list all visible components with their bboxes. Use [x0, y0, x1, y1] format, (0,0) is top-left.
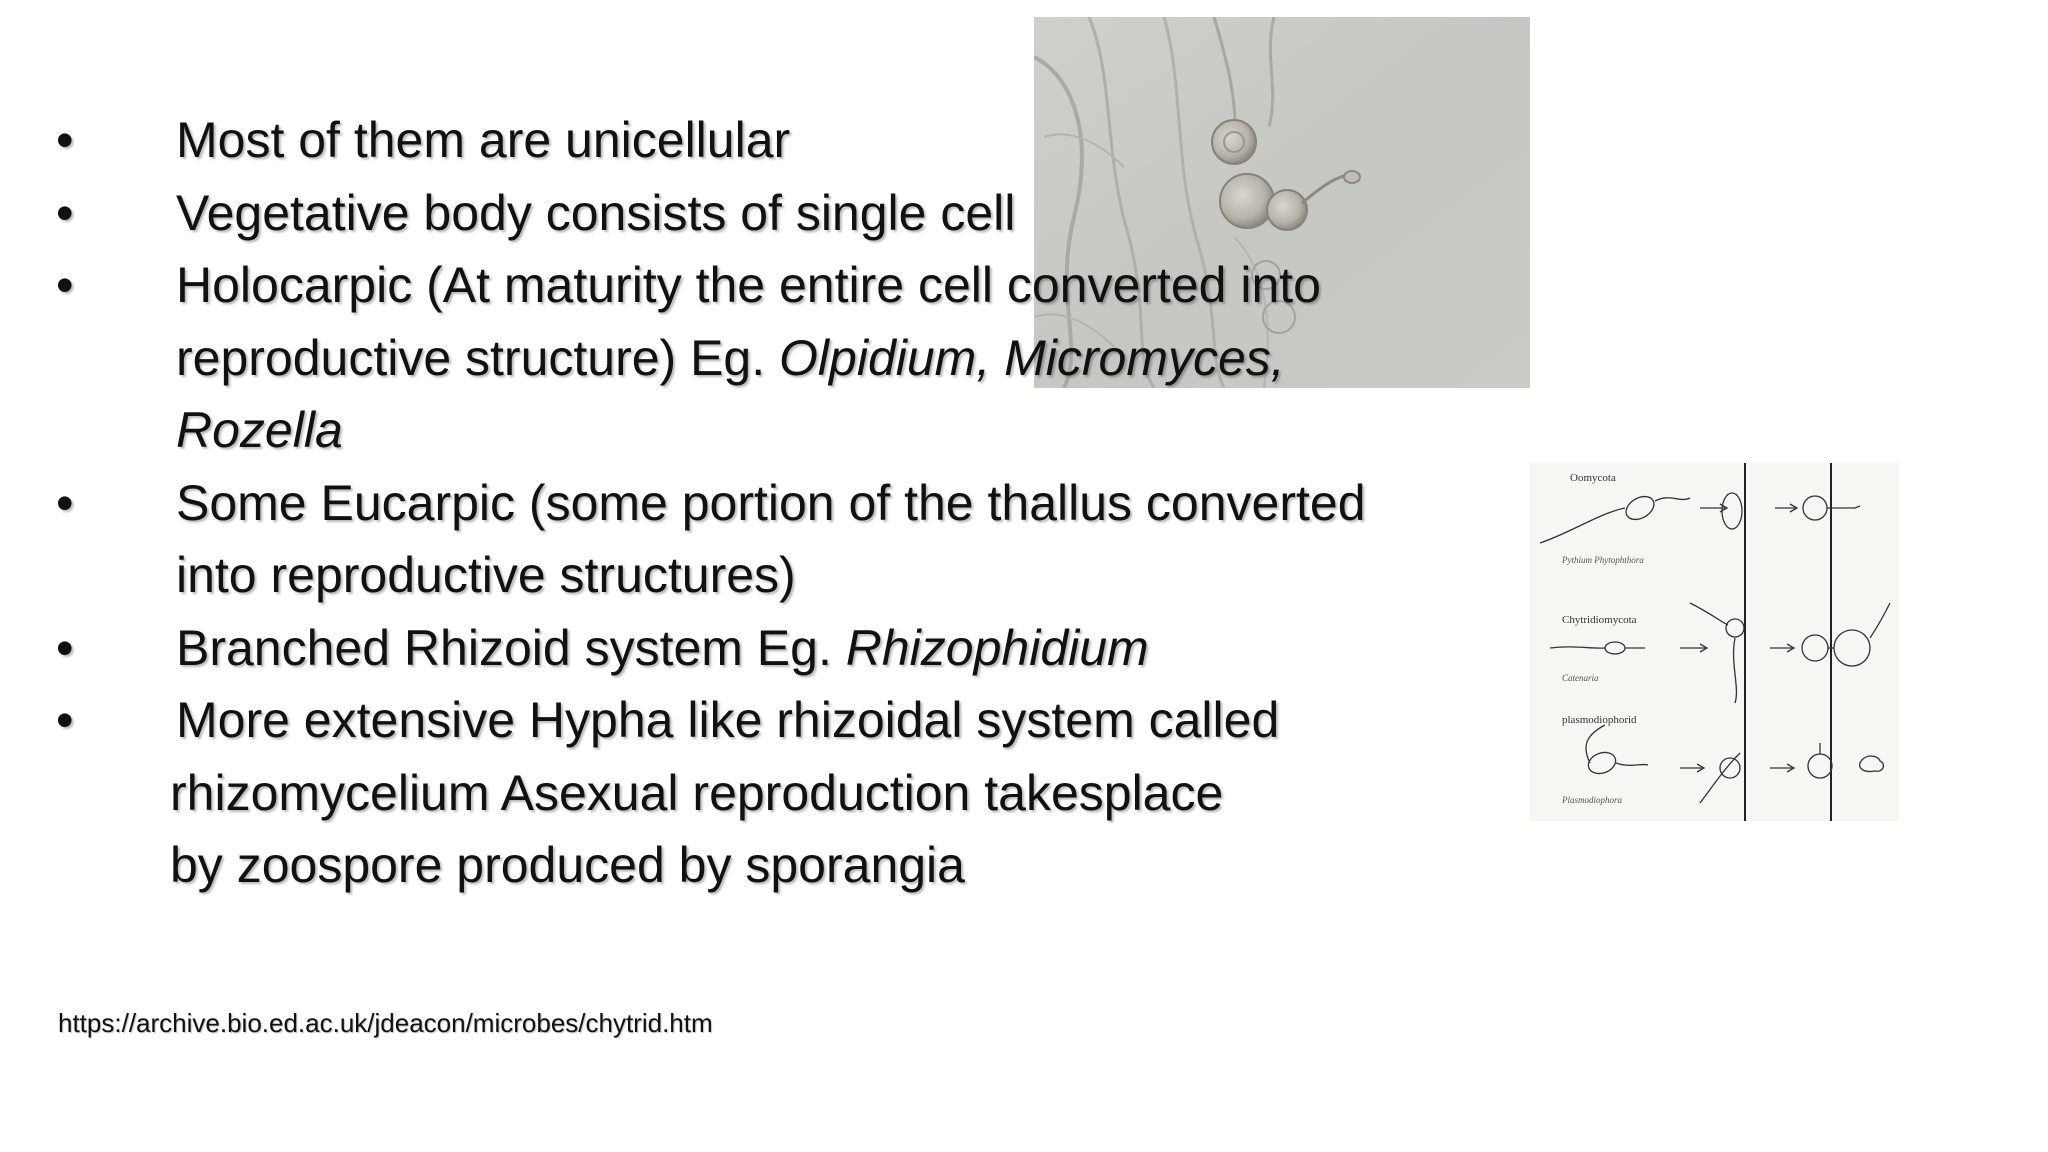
diagram-row3-caption: Plasmodiophora	[1562, 795, 1623, 805]
species-name: Rhizophidium	[845, 619, 1149, 676]
bullet-item	[56, 684, 1536, 757]
species-name: Olpidium, Micromyces,	[779, 329, 1285, 386]
bullet-text: reproductive structure) Eg.	[176, 329, 780, 386]
bullet-marker: •	[56, 257, 74, 313]
bullet-text: Branched Rhizoid system Eg.	[176, 619, 846, 676]
bullet-text-line: by zoospore produced by sporangia	[170, 837, 965, 893]
bullet-text-line: Some Eucarpic (some portion of the thallus converted	[176, 474, 1366, 531]
bullet-text-line: rhizomycelium Asexual reproduction takesplace	[170, 764, 1224, 821]
bullet-item	[56, 249, 1536, 467]
source-url[interactable]: https://archive.bio.ed.ac.uk/jdeacon/microbes/chytrid.htm	[58, 1008, 713, 1038]
bullet-list	[56, 104, 1536, 902]
zoospore-diagram-drawing	[1530, 463, 1899, 821]
diagram-row1-caption: Pythium Phytophthora	[1562, 555, 1644, 565]
bullet-marker: •	[56, 184, 74, 241]
diagram-row1-label: Oomycota	[1570, 472, 1616, 484]
bullet-text-line: into reproductive structures)	[176, 547, 796, 603]
bullet-text-line: Holocarpic (At maturity the entire cell converted into	[176, 257, 1321, 313]
bullet-item	[56, 104, 1536, 177]
zoospore-diagram	[1530, 463, 1899, 821]
bullet-text: Most of them are unicellular	[176, 112, 791, 168]
diagram-row2-caption: Catenaria	[1562, 673, 1599, 683]
bullet-marker: •	[56, 692, 74, 748]
bullet-item	[56, 177, 1536, 250]
bullet-text-line: More extensive Hypha like rhizoidal system called	[176, 692, 1280, 748]
bullet-text: Vegetative body consists of single cell	[176, 184, 1016, 241]
species-name: Rozella	[176, 402, 343, 458]
diagram-row2-label: Chytridiomycota	[1562, 614, 1637, 626]
diagram-row3-label: plasmodiophorid	[1562, 714, 1637, 726]
bullet-text-line	[176, 322, 1536, 395]
bullet-item	[56, 612, 1536, 685]
bullet-marker: •	[56, 112, 74, 168]
bullet-marker: •	[56, 619, 74, 676]
bullet-marker: •	[56, 474, 74, 531]
bullet-item	[56, 467, 1536, 612]
